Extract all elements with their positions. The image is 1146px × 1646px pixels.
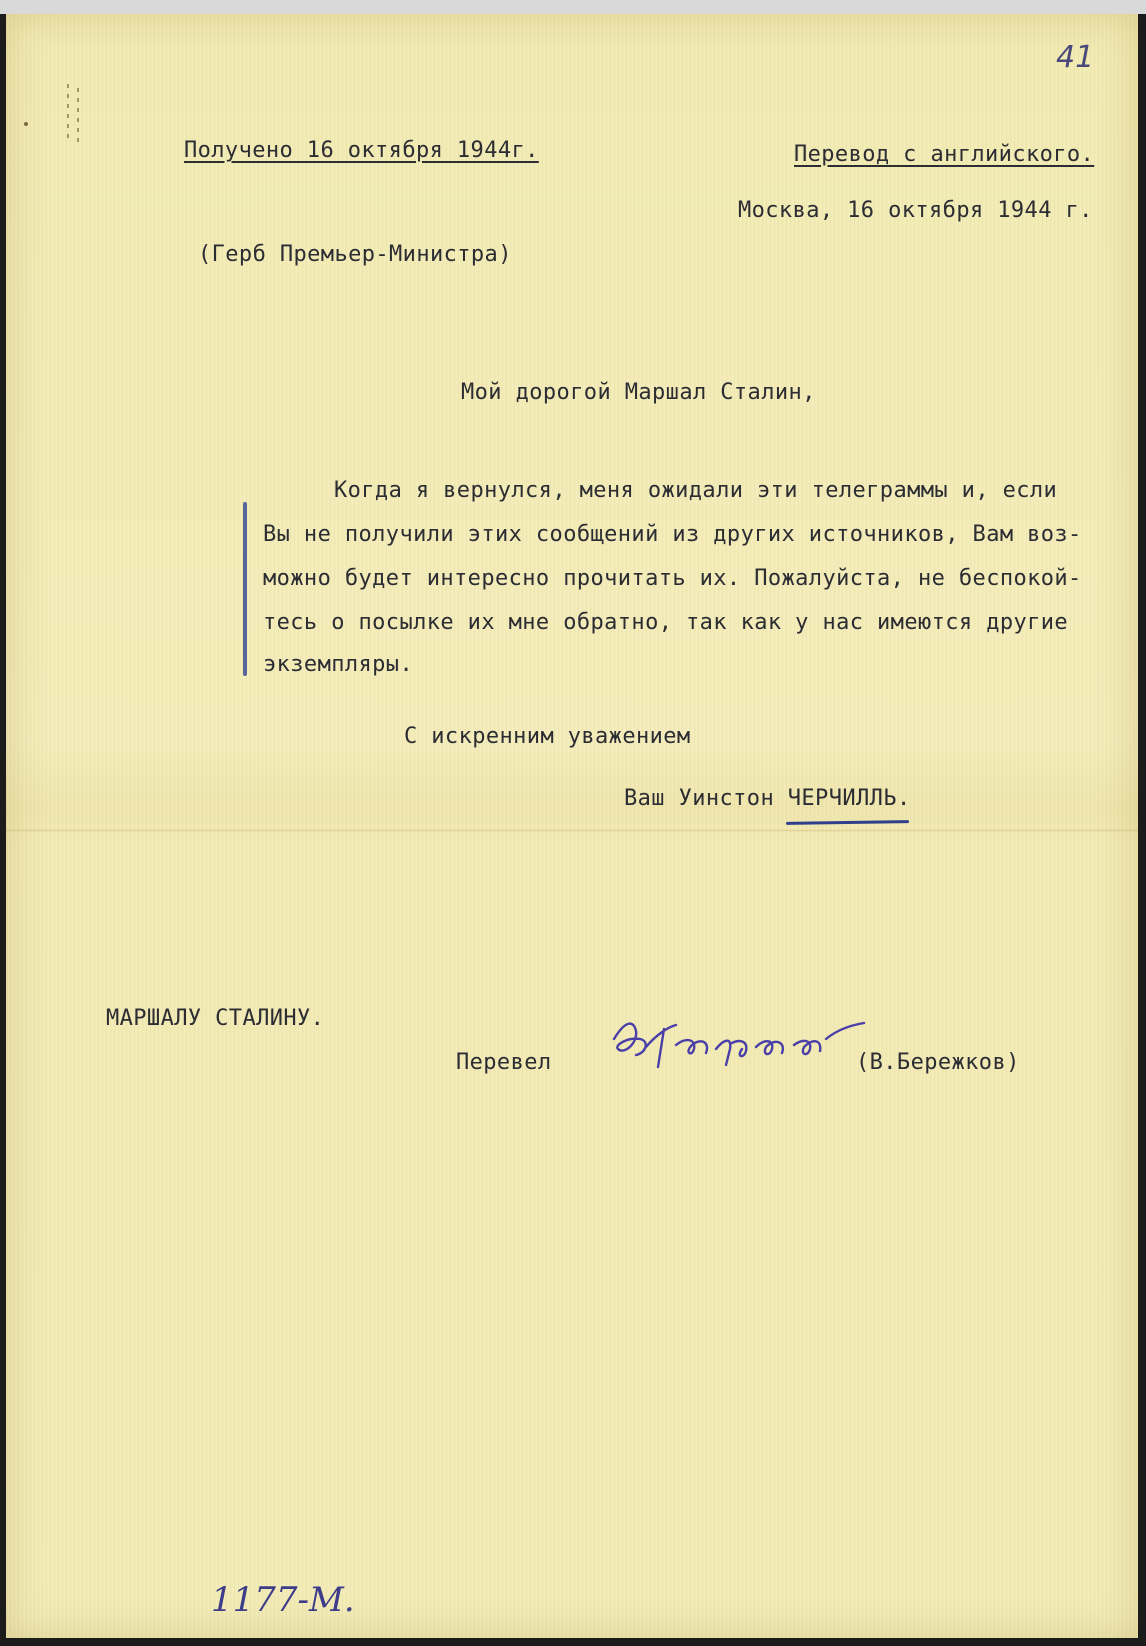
margin-mark <box>243 502 247 676</box>
archive-code: 1177-М. <box>211 1580 355 1620</box>
document-page <box>6 14 1138 1638</box>
coat-of-arms-note: (Герб Премьер-Министра) <box>198 242 512 267</box>
body-line-2: Вы не получили этих сообщений из других источников, Вам воз- <box>263 522 1082 547</box>
addressee: МАРШАЛУ СТАЛИНУ. <box>106 1006 325 1031</box>
translator-signature <box>606 1009 896 1079</box>
closing: С искренним уважением <box>404 724 691 749</box>
signature-line <box>624 786 911 811</box>
body-line-3: можно будет интересно прочитать их. Пожалуйста, не беспокой- <box>263 566 1082 591</box>
archive-page-number: 41 <box>1056 40 1095 75</box>
binding-marks <box>16 74 86 154</box>
body-line-4: тесь о посылке их мне обратно, так как у нас имеются другие <box>263 610 1069 635</box>
place-date: Москва, 16 октября 1944 г. <box>738 198 1093 223</box>
translated-by-label: Перевел <box>456 1050 552 1075</box>
translator-name: (В.Бережков) <box>856 1050 1020 1075</box>
pen-underline <box>786 820 909 825</box>
scanner-edge <box>0 0 1146 14</box>
translation-note-text: Перевод с английского. <box>794 142 1095 167</box>
salutation: Мой дорогой Маршал Сталин, <box>461 380 816 405</box>
paper-fold <box>6 829 1138 832</box>
signature-name: ЧЕРЧИЛЛЬ <box>787 786 897 811</box>
signature-prefix: Ваш Уинстон <box>624 786 775 811</box>
body-line-1: Когда я вернулся, меня ожидали эти телеграммы и, если <box>334 478 1058 503</box>
signature-period: . <box>896 786 911 811</box>
received-date: Получено 16 октября 1944г. <box>184 138 539 163</box>
body-line-5: экземпляры. <box>263 652 414 677</box>
translation-note <box>794 142 1094 167</box>
